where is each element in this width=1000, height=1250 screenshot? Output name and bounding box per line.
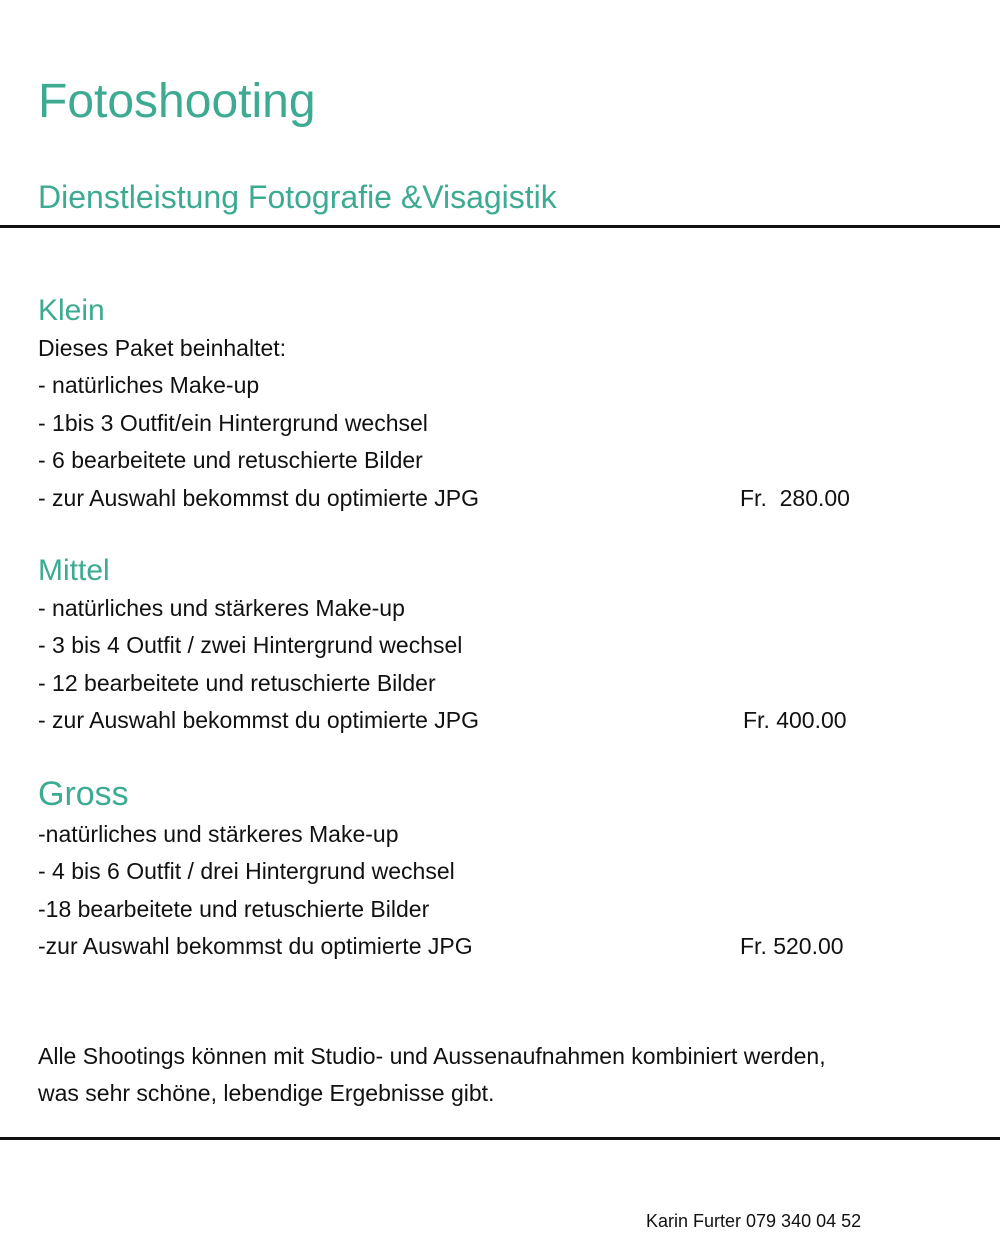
info-note-line: Alle Shootings können mit Studio- und Aussenaufnahmen kombiniert werden, (38, 1043, 826, 1069)
package-name: Mittel (38, 554, 110, 587)
package-line: - 12 bearbeitete und retuschierte Bilder (38, 669, 436, 696)
package-line-text: - zur Auswahl bekommst du optimierte JPG (38, 707, 479, 734)
bottom-divider (0, 1137, 1000, 1140)
page-subtitle: Dienstleistung Fotografie &Visagistik (38, 179, 557, 215)
page-title: Fotoshooting (38, 75, 316, 128)
package-price: Fr. 280.00 (740, 484, 850, 511)
contact-info: Karin Furter 079 340 04 52 (646, 1211, 862, 1231)
info-note (38, 1038, 978, 1112)
package-name: Gross (38, 775, 129, 813)
info-note-line: was sehr schöne, lebendige Ergebnisse gibt. (38, 1080, 495, 1106)
package-klein (38, 292, 938, 517)
package-line-text: -zur Auswahl bekommst du optimierte JPG (38, 933, 473, 960)
package-line: - natürliches Make-up (38, 372, 260, 399)
package-line: - 3 bis 4 Outfit / zwei Hintergrund wechsel (38, 632, 463, 659)
top-divider (0, 225, 1000, 228)
package-line: -18 bearbeitete und retuschierte Bilder (38, 895, 430, 922)
package-line: - 6 bearbeitete und retuschierte Bilder (38, 447, 423, 474)
package-line: - 4 bis 6 Outfit / drei Hintergrund wechsel (38, 858, 455, 885)
package-mittel (38, 552, 938, 740)
package-line-last (38, 480, 938, 517)
package-price: Fr. 400.00 (743, 707, 847, 734)
package-price: Fr. 520.00 (740, 933, 844, 960)
package-line: - 1bis 3 Outfit/ein Hintergrund wechsel (38, 409, 428, 436)
package-gross (38, 772, 938, 966)
package-line-last (38, 702, 938, 739)
package-line-last (38, 928, 938, 965)
package-name: Klein (38, 294, 105, 327)
package-line: Dieses Paket beinhaltet: (38, 335, 287, 361)
package-line-text: - zur Auswahl bekommst du optimierte JPG (38, 484, 479, 511)
package-line: -natürliches und stärkeres Make-up (38, 821, 399, 847)
package-line: - natürliches und stärkeres Make-up (38, 595, 405, 621)
